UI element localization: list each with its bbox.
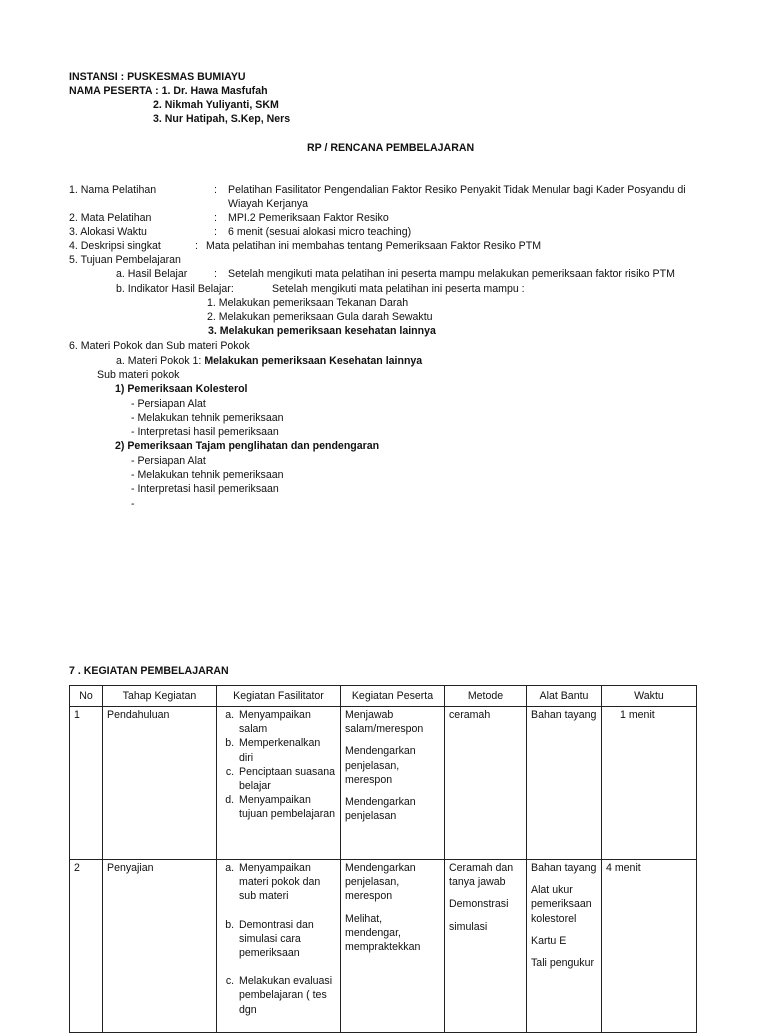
indikator-1: 1. Melakukan pemeriksaan Tekanan Darah bbox=[207, 297, 409, 309]
table-row bbox=[70, 707, 697, 860]
materi-pokok-1 bbox=[116, 354, 422, 368]
peserta-text: Mendengarkan penjelasan bbox=[345, 796, 416, 823]
materi-pokok-value: Melakukan pemeriksaan Kesehatan lainnya bbox=[204, 355, 423, 367]
alat-text: Kartu E bbox=[531, 934, 567, 947]
cell-peserta bbox=[341, 860, 445, 1033]
item-5a-label: a. Hasil Belajar bbox=[116, 268, 188, 280]
item-3-value: 6 menit (sesuai alokasi micro teaching) bbox=[228, 226, 412, 238]
metode-text: ceramah bbox=[449, 709, 491, 721]
materi-pokok-prefix: a. Materi Pokok 1: bbox=[116, 355, 202, 367]
item-4-colon: : bbox=[195, 240, 198, 252]
cell-metode bbox=[445, 707, 527, 860]
list-item: a. Menyampaikan materi pokok dan sub materi bbox=[237, 861, 336, 904]
header-peserta: Kegiatan Peserta bbox=[341, 686, 445, 707]
alat-text: Tali pengukur bbox=[531, 957, 595, 970]
sub-materi-1-a: - Persiapan Alat bbox=[131, 398, 206, 410]
kegiatan-heading: 7 . KEGIATAN PEMBELAJARAN bbox=[69, 665, 229, 677]
sub-materi-2-b: - Melakukan tehnik pemeriksaan bbox=[131, 469, 284, 481]
list-item: c. Penciptaan suasana belajar bbox=[237, 765, 336, 793]
cell-tahap: Pendahuluan bbox=[103, 707, 217, 860]
sub-materi-1-title: 1) Pemeriksaan Kolesterol bbox=[115, 383, 248, 395]
sub-materi-1-c: - Interpretasi hasil pemeriksaan bbox=[131, 426, 279, 438]
list-item: b. Memperkenalkan diri bbox=[237, 736, 336, 764]
peserta-text: Mendengarkan penjelasan, merespon bbox=[345, 862, 416, 903]
cell-fasilitator bbox=[217, 860, 341, 1033]
alat-text: Alat ukur pemeriksaan kolestorel bbox=[531, 884, 592, 925]
document-title: RP / RENCANA PEMBELAJARAN bbox=[307, 142, 475, 154]
cell-alat bbox=[527, 707, 602, 860]
list-spacer bbox=[237, 904, 336, 918]
item-5a-colon: : bbox=[214, 268, 217, 280]
sub-materi-label: Sub materi pokok bbox=[97, 369, 180, 381]
item-4-value: Mata pelatihan ini membahas tentang Pemeriksaan Faktor Resiko PTM bbox=[206, 240, 542, 252]
item-5-label: 5. Tujuan Pembelajaran bbox=[69, 254, 181, 266]
nama-peserta-line: NAMA PESERTA : 1. Dr. Hawa Masfufah bbox=[69, 85, 268, 97]
item-3-label: 3. Alokasi Waktu bbox=[69, 226, 147, 238]
list-item: b. Demontrasi dan simulasi cara pemeriksaan bbox=[237, 918, 336, 961]
cell-tahap: Penyajian bbox=[103, 860, 217, 1033]
nama-peserta-3: 3. Nur Hatipah, S.Kep, Ners bbox=[153, 113, 291, 125]
table-header-row bbox=[70, 686, 697, 707]
header-tahap: Tahap Kegiatan bbox=[103, 686, 217, 707]
sub-materi-1-b: - Melakukan tehnik pemeriksaan bbox=[131, 412, 284, 424]
nama-peserta-2: 2. Nikmah Yuliyanti, SKM bbox=[153, 99, 279, 111]
cell-peserta bbox=[341, 707, 445, 860]
metode-text: Demonstrasi bbox=[449, 898, 509, 911]
cell-no: 1 bbox=[70, 707, 103, 860]
header-waktu: Waktu bbox=[602, 686, 697, 707]
item-5b-label: b. Indikator Hasil Belajar: bbox=[116, 283, 234, 295]
item-5b-value: Setelah mengikuti mata pelatihan ini peserta mampu : bbox=[272, 283, 525, 295]
instansi-line: INSTANSI : PUSKESMAS BUMIAYU bbox=[69, 71, 246, 83]
sub-materi-2-title: 2) Pemeriksaan Tajam penglihatan dan pendengaran bbox=[115, 440, 380, 452]
list-spacer bbox=[237, 960, 336, 974]
item-3-colon: : bbox=[214, 226, 217, 238]
alat-text: Bahan tayang bbox=[531, 862, 597, 874]
header-fasilitator: Kegiatan Fasilitator bbox=[217, 686, 341, 707]
item-6-label: 6. Materi Pokok dan Sub materi Pokok bbox=[69, 340, 250, 352]
item-5a-value: Setelah mengikuti mata pelatihan ini peserta mampu melakukan pemeriksaan faktor risiko PTM bbox=[228, 268, 675, 280]
header-alat: Alat Bantu bbox=[527, 686, 602, 707]
sub-materi-2-c: - Interpretasi hasil pemeriksaan bbox=[131, 483, 279, 495]
indikator-2: 2. Melakukan pemeriksaan Gula darah Sewaktu bbox=[207, 311, 433, 323]
kegiatan-table bbox=[69, 685, 697, 1033]
peserta-text: Mendengarkan penjelasan, merespon bbox=[345, 745, 416, 786]
table-row bbox=[70, 860, 697, 1033]
cell-fasilitator bbox=[217, 707, 341, 860]
item-2-label: 2. Mata Pelatihan bbox=[69, 212, 152, 224]
header-metode: Metode bbox=[445, 686, 527, 707]
list-item: c. Melakukan evaluasi pembelajaran ( tes dgn bbox=[237, 974, 336, 1017]
item-4-label: 4. Deskripsi singkat bbox=[69, 240, 161, 252]
list-item: a. Menyampaikan salam bbox=[237, 708, 336, 736]
item-2-colon: : bbox=[214, 212, 217, 224]
sub-materi-2-a: - Persiapan Alat bbox=[131, 455, 206, 467]
sub-materi-2-d: - bbox=[131, 498, 135, 510]
list-item: d. Menyampaikan tujuan pembelajaran bbox=[237, 793, 336, 821]
item-2-value: MPI.2 Pemeriksaan Faktor Resiko bbox=[228, 212, 389, 224]
item-1-colon: : bbox=[214, 184, 217, 196]
peserta-text: Melihat, mendengar, mempraktekkan bbox=[345, 912, 421, 954]
cell-alat bbox=[527, 860, 602, 1033]
metode-text: Ceramah dan tanya jawab bbox=[449, 862, 514, 889]
alat-text: Bahan tayang bbox=[531, 709, 597, 721]
cell-waktu: 1 menit bbox=[602, 707, 697, 860]
metode-text: simulasi bbox=[449, 920, 488, 933]
indikator-3: 3. Melakukan pemeriksaan kesehatan lainnya bbox=[208, 325, 436, 337]
header-no: No bbox=[70, 686, 103, 707]
item-1-value-cont: Wiayah Kerjanya bbox=[228, 198, 309, 210]
cell-waktu: 4 menit bbox=[602, 860, 697, 1033]
peserta-text: Menjawab salam/merespon bbox=[345, 709, 424, 736]
cell-no: 2 bbox=[70, 860, 103, 1033]
item-1-value: Pelatihan Fasilitator Pengendalian Faktor Resiko Penyakit Tidak Menular bagi Kader Posyandu di bbox=[228, 184, 686, 196]
cell-metode bbox=[445, 860, 527, 1033]
item-1-label: 1. Nama Pelatihan bbox=[69, 184, 157, 196]
